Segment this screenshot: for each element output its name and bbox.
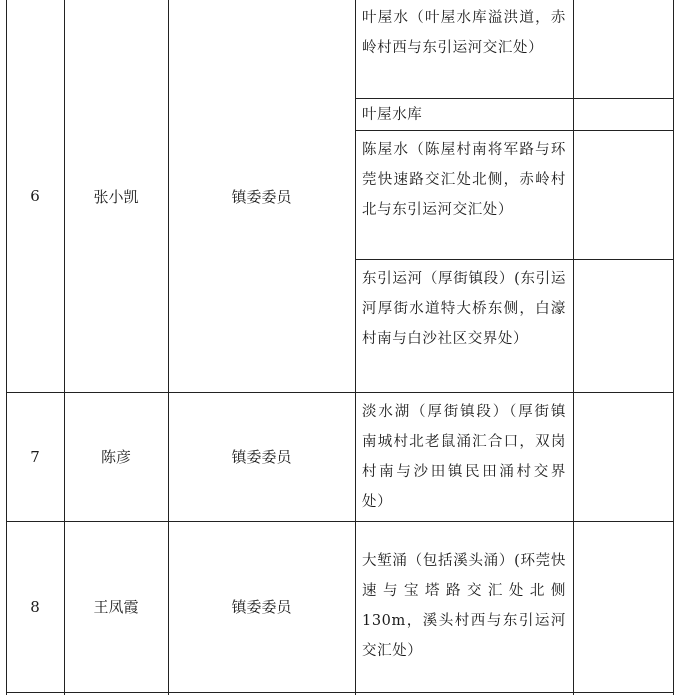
grid-line (355, 0, 356, 695)
location-text: 陈屋水（陈屋村南将军路与环莞快速路交汇处北侧，赤岭村北与东引运河交汇处） (362, 142, 566, 218)
person-name: 陈彦 (100, 448, 131, 466)
person-name: 王凤霞 (93, 598, 139, 616)
location-text: 叶屋水（叶屋水库溢洪道，赤岭村西与东引运河交汇处） (362, 10, 566, 56)
grid-line (355, 259, 673, 260)
person-title: 镇委委员 (231, 598, 292, 616)
row-number: 6 (30, 187, 40, 205)
row-separator (6, 692, 674, 693)
location-text: 大堑涌（包括溪头涌）(环莞快速与宝塔路交汇处北侧130m，溪头村西与东引运河交汇处） (362, 553, 566, 659)
grid-line (355, 98, 673, 99)
grid-line (573, 0, 574, 695)
row-number: 8 (30, 597, 40, 616)
row-number: 7 (30, 447, 40, 466)
person-name: 张小凯 (93, 187, 139, 206)
grid-line (355, 130, 673, 131)
location-text: 叶屋水库 (362, 107, 423, 123)
location-text: 淡水湖（厚街镇段）（厚街镇南城村北老鼠涌汇合口，双岗村南与沙田镇民田涌村交界处） (362, 404, 566, 510)
grid-line (673, 0, 674, 695)
person-title: 镇委委员 (231, 448, 292, 466)
person-title: 镇委委员 (231, 187, 292, 206)
location-text: 东引运河（厚街镇段）(东引运河厚街水道特大桥东侧，白濠村南与白沙社区交界处） (362, 271, 566, 347)
